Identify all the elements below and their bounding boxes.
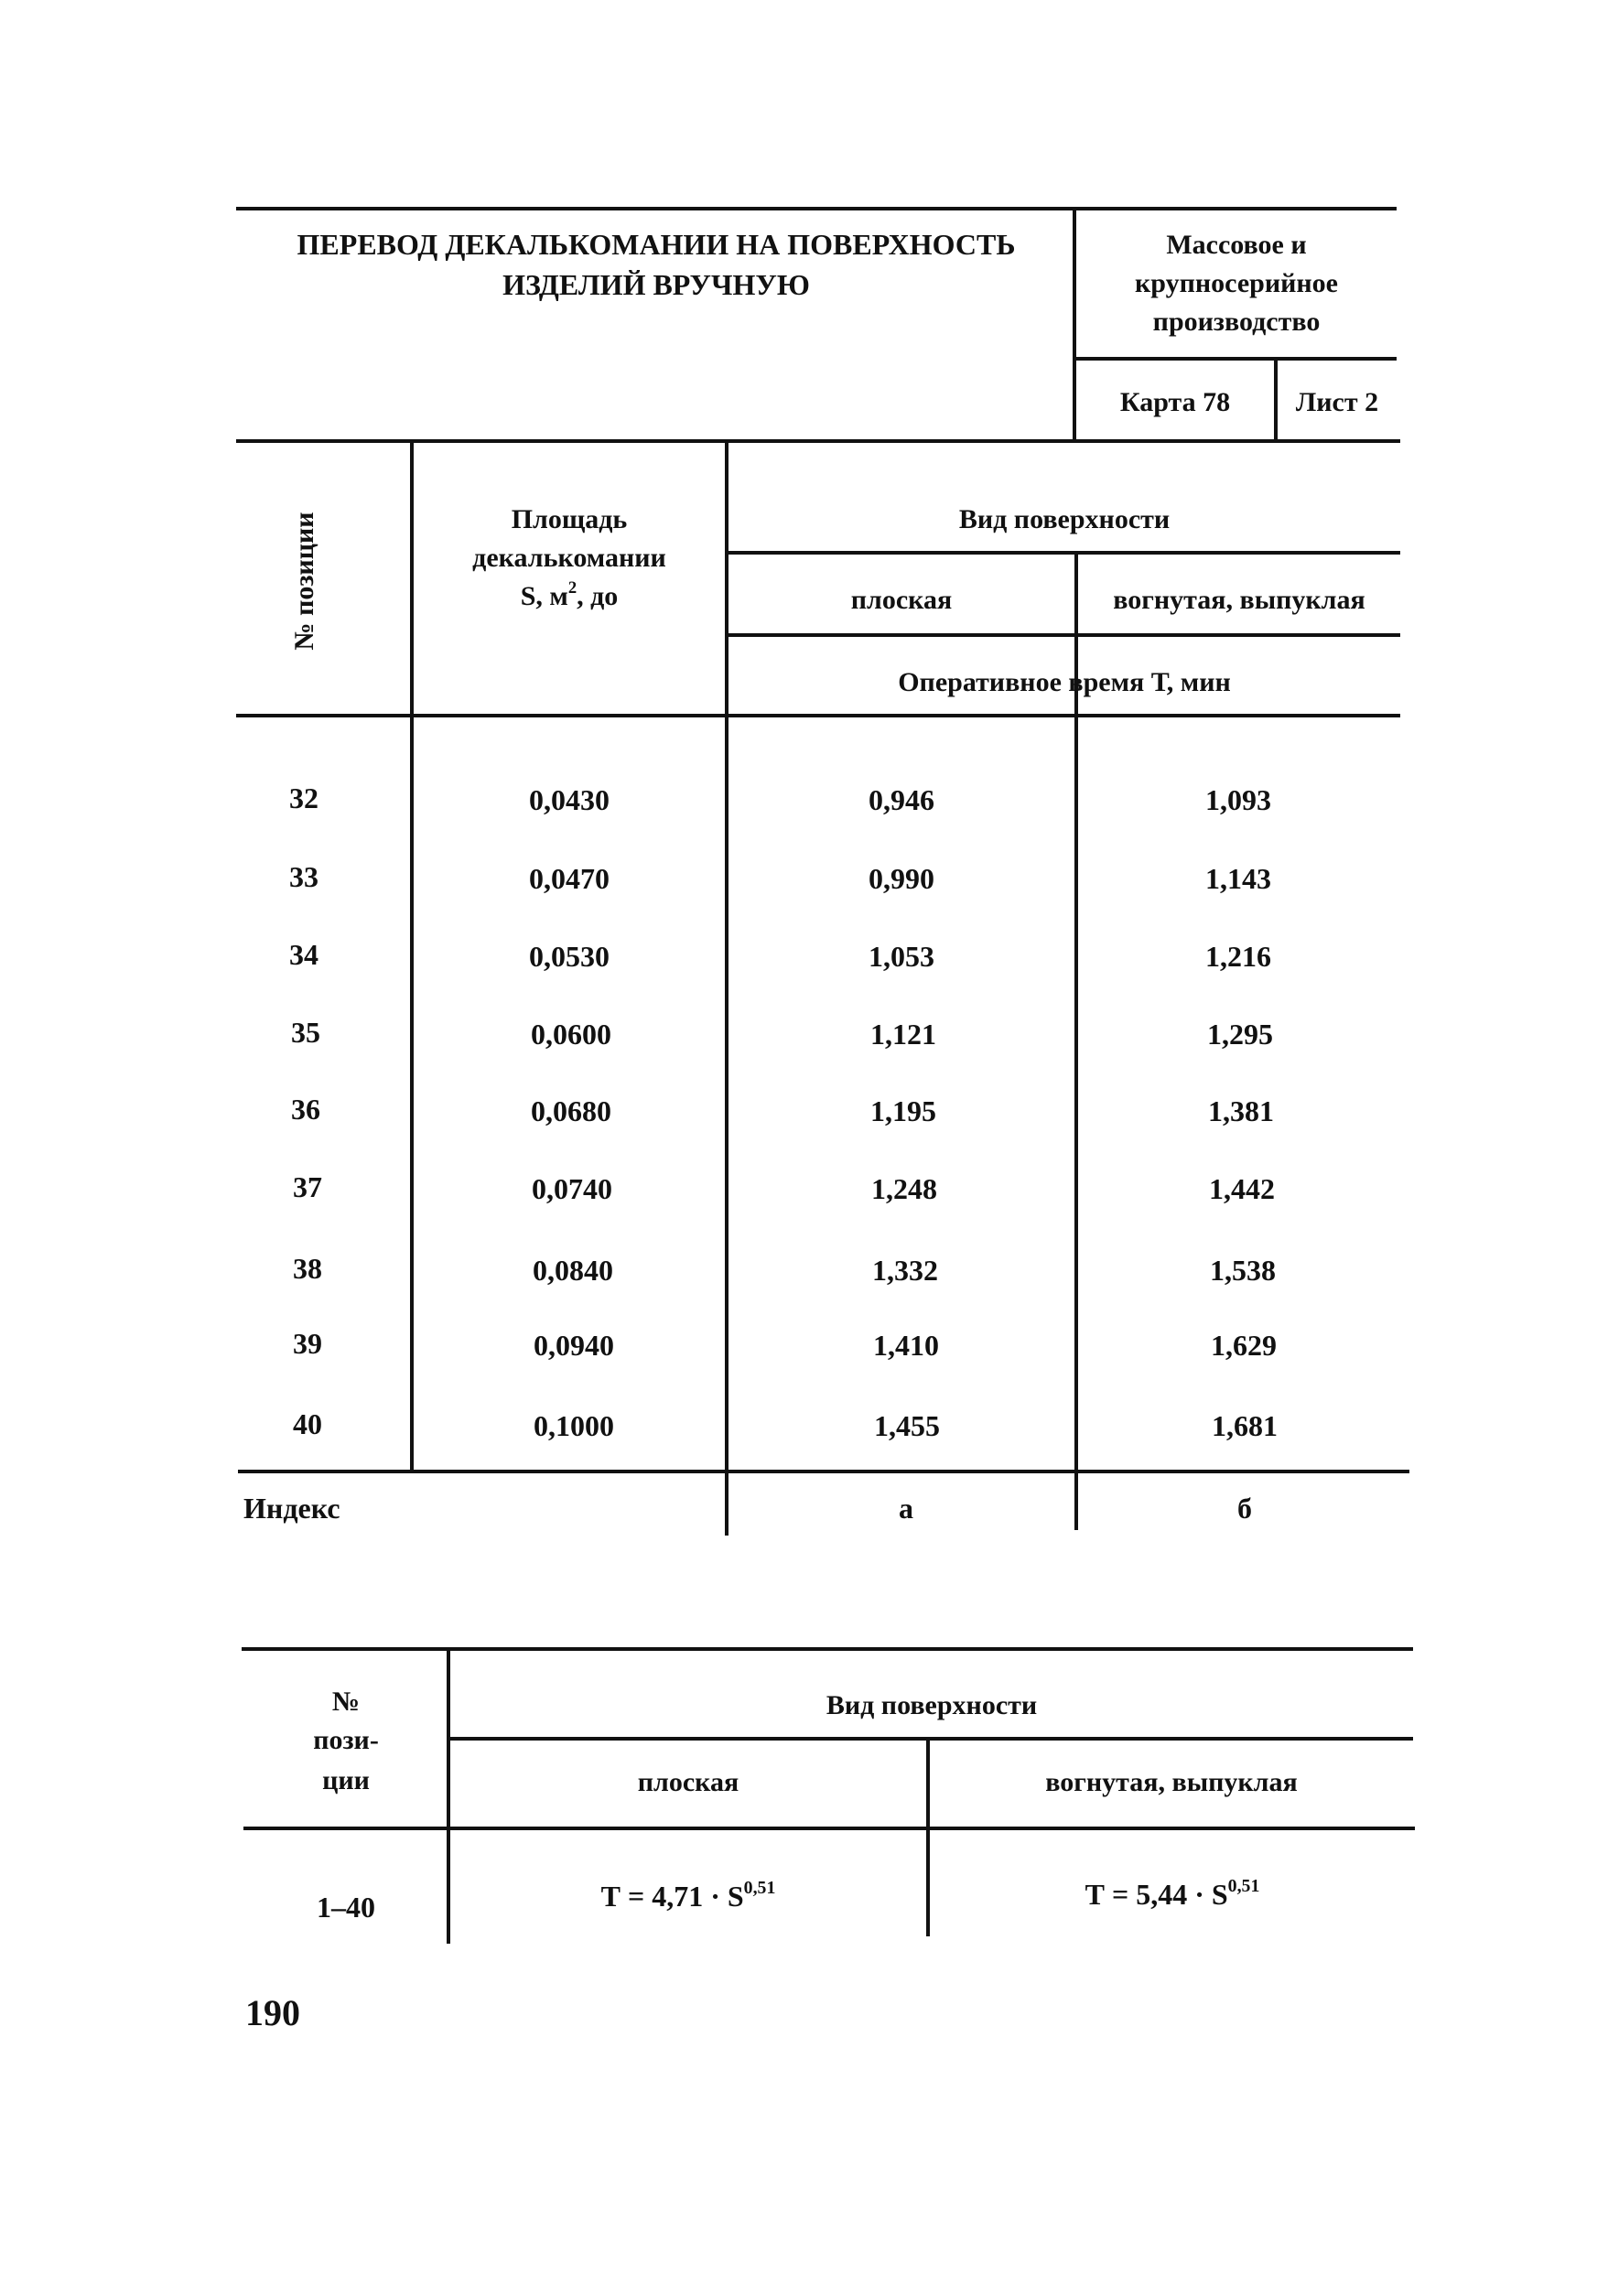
row-curved-time: 1,143 bbox=[1205, 862, 1271, 895]
t2-col-curved-header: вогнутая, выпуклая bbox=[1045, 1767, 1298, 1797]
row-area: 0,0840 bbox=[533, 1254, 613, 1287]
row-area: 0,0940 bbox=[534, 1329, 614, 1362]
col-area-header-line1: Площадь bbox=[511, 504, 628, 534]
t2-col-pos-line2: пози- bbox=[313, 1725, 379, 1755]
index-label: Индекс bbox=[243, 1492, 340, 1525]
row-position: 33 bbox=[289, 860, 318, 893]
col-position-header: № позиции bbox=[289, 512, 319, 651]
row-curved-time: 1,093 bbox=[1205, 783, 1271, 816]
row-flat-time: 1,053 bbox=[869, 940, 934, 973]
t2-col-surface-header: Вид поверхности bbox=[826, 1690, 1038, 1720]
row-position: 35 bbox=[291, 1016, 320, 1049]
row-flat-time: 0,990 bbox=[869, 862, 934, 895]
t2-col-flat-header: плоская bbox=[637, 1767, 739, 1797]
row-area: 0,0470 bbox=[529, 862, 610, 895]
row-area: 0,1000 bbox=[534, 1409, 614, 1442]
table1-body-bottom-rule bbox=[238, 1470, 1409, 1473]
row-area: 0,0430 bbox=[529, 783, 610, 816]
formula-curved: Т = 5,44 · S$^{0,51}$ bbox=[1085, 1876, 1260, 1911]
row-curved-time: 1,681 bbox=[1212, 1409, 1278, 1442]
production-type-line1: Массовое и bbox=[1166, 230, 1307, 260]
t2-col-pos-line1: № bbox=[331, 1687, 361, 1717]
row-flat-time: 1,410 bbox=[873, 1329, 939, 1362]
col-area-header-line2: декалькомании bbox=[472, 543, 666, 573]
table1-subhead-rule bbox=[727, 633, 1400, 637]
row-position: 38 bbox=[293, 1252, 322, 1285]
table2-surface-rule bbox=[448, 1737, 1413, 1741]
doc-title-line2: ИЗДЕЛИЙ ВРУЧНУЮ bbox=[502, 268, 810, 301]
row-position: 34 bbox=[289, 938, 318, 971]
col-surface-header: Вид поверхности bbox=[958, 504, 1171, 534]
col-area-header-line3: S, $м^2$, до bbox=[520, 577, 619, 611]
t2-row-position: 1–40 bbox=[317, 1891, 375, 1924]
row-position: 40 bbox=[293, 1407, 322, 1440]
row-curved-time: 1,442 bbox=[1209, 1172, 1275, 1205]
row-position: 36 bbox=[291, 1093, 320, 1126]
col-time-header: Оперативное время Т, мин bbox=[898, 667, 1231, 697]
col-flat-header: плоская bbox=[850, 585, 953, 615]
row-curved-time: 1,381 bbox=[1208, 1094, 1274, 1127]
table2-header-bottom-rule bbox=[243, 1827, 1415, 1830]
formula-flat: Т = 4,71 · S$^{0,51}$ bbox=[600, 1878, 776, 1913]
row-area: 0,0740 bbox=[532, 1172, 612, 1205]
index-flat: а bbox=[899, 1492, 913, 1525]
table2-top-rule bbox=[242, 1647, 1413, 1651]
production-type-line2: крупносерийное bbox=[1135, 268, 1338, 298]
row-curved-time: 1,629 bbox=[1211, 1329, 1277, 1362]
production-type-line3: производство bbox=[1152, 307, 1321, 337]
row-flat-time: 1,332 bbox=[872, 1254, 938, 1287]
row-area: 0,0600 bbox=[531, 1018, 611, 1051]
card-number: Карта 78 bbox=[1119, 387, 1231, 417]
row-position: 39 bbox=[293, 1327, 322, 1360]
row-position: 37 bbox=[293, 1170, 322, 1203]
row-curved-time: 1,295 bbox=[1207, 1018, 1273, 1051]
row-area: 0,0530 bbox=[529, 940, 610, 973]
row-flat-time: 1,455 bbox=[874, 1409, 940, 1442]
row-flat-time: 0,946 bbox=[869, 783, 934, 816]
row-flat-time: 1,195 bbox=[870, 1094, 936, 1127]
sheet-number: Лист 2 bbox=[1295, 387, 1379, 417]
doc-title-line1: ПЕРЕВОД ДЕКАЛЬКОМАНИИ НА ПОВЕРХНОСТЬ bbox=[297, 228, 1016, 261]
row-curved-time: 1,538 bbox=[1210, 1254, 1276, 1287]
row-flat-time: 1,248 bbox=[871, 1172, 937, 1205]
table1-header-bottom-rule bbox=[236, 714, 1400, 717]
header-mid-rule bbox=[1073, 357, 1397, 361]
header-top-rule bbox=[236, 207, 1397, 210]
page-number: 190 bbox=[245, 1992, 300, 2033]
row-position: 32 bbox=[289, 782, 318, 814]
col-curved-header: вогнутая, выпуклая bbox=[1113, 585, 1365, 615]
row-curved-time: 1,216 bbox=[1205, 940, 1271, 973]
table1-surface-rule bbox=[727, 551, 1400, 555]
t2-col-pos-line3: ции bbox=[322, 1765, 370, 1795]
row-area: 0,0680 bbox=[531, 1094, 611, 1127]
index-curved: б bbox=[1237, 1492, 1252, 1525]
row-flat-time: 1,121 bbox=[870, 1018, 936, 1051]
